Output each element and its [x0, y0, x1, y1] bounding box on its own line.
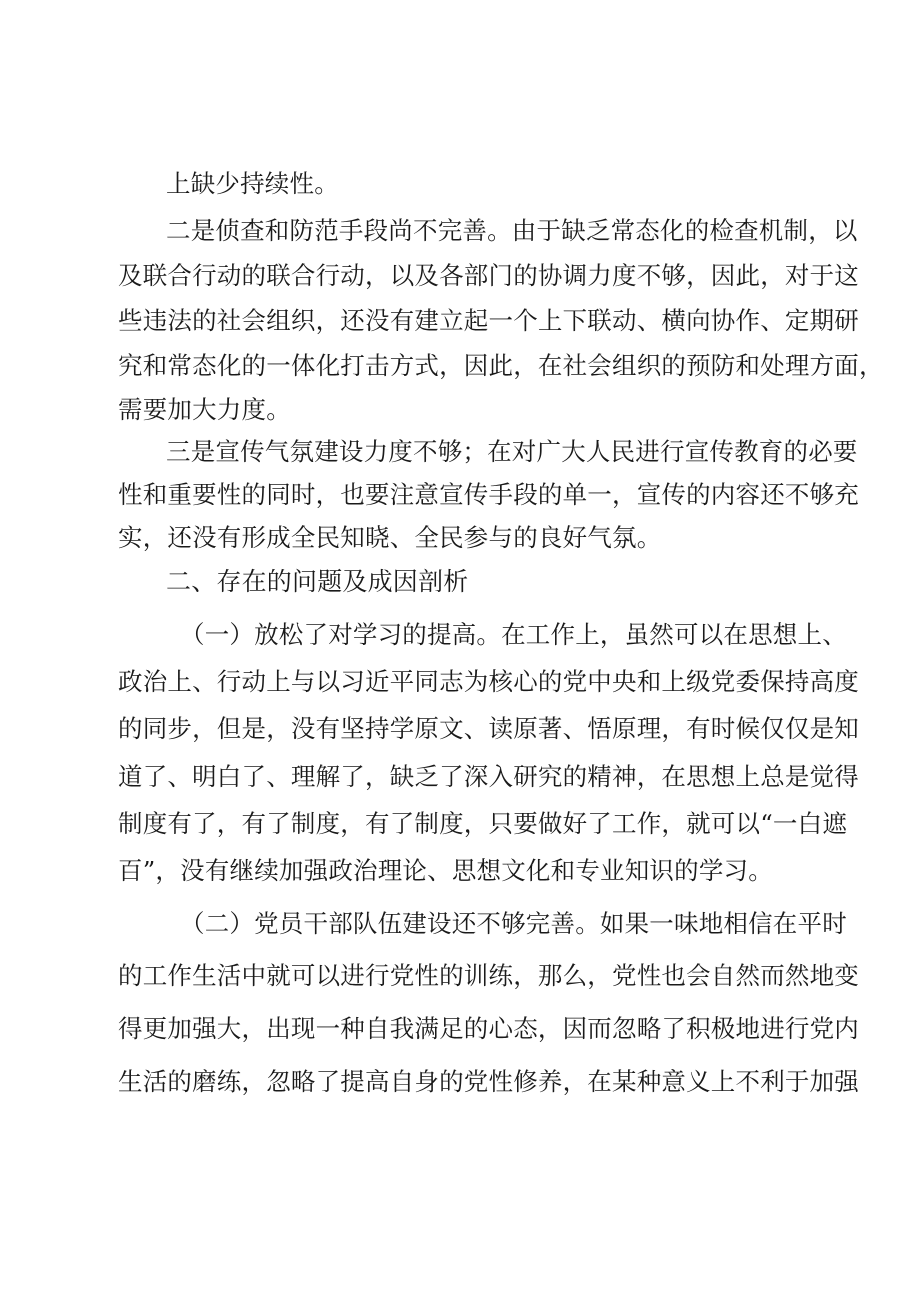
- text-line-18: 的工作生活中就可以进行党性的训练，那么，党性也会自然而然地变: [118, 961, 859, 990]
- text-line-5: 究和常态化的一体化打击方式，因此，在社会组织的预防和处理方面，: [118, 351, 884, 380]
- text-line-13: 的同步，但是，没有坚持学原文、读原著、悟原理，有时候仅仅是知: [118, 714, 859, 743]
- text-line-6: 需要加大力度。: [118, 395, 291, 424]
- text-line-12: 政治上、行动上与以习近平同志为核心的党中央和上级党委保持高度: [118, 667, 859, 696]
- section-heading: 二、存在的问题及成因剖析: [166, 567, 469, 596]
- text-line-8: 性和重要性的同时，也要注意宣传手段的单一，宣传的内容还不够充: [118, 480, 859, 509]
- text-line-3: 及联合行动的联合行动，以及各部门的协调力度不够，因此，对于这: [118, 261, 859, 290]
- text-line-9: 实，还没有形成全民知晓、全民参与的良好气氛。: [118, 523, 662, 552]
- text-line-2: 二是侦查和防范手段尚不完善。由于缺乏常态化的检查机制，以: [166, 216, 858, 245]
- text-line-7: 三是宣传气氛建设力度不够；在对广大人民进行宣传教育的必要: [166, 437, 858, 466]
- text-line-1: 上缺少持续性。: [166, 169, 339, 198]
- text-line-20: 生活的磨练，忽略了提高自身的党性修养，在某种意义上不利于加强: [118, 1067, 859, 1096]
- text-line-19: 得更加强大，出现一种自我满足的心态，因而忽略了积极地进行党内: [118, 1014, 859, 1043]
- text-line-15: 制度有了，有了制度，有了制度，只要做好了工作，就可以“一白遮: [118, 809, 848, 838]
- text-line-11: （一）放松了对学习的提高。在工作上，虽然可以在思想上、: [180, 620, 847, 649]
- text-line-16: 百”，没有继续加强政治理论、思想文化和专业知识的学习。: [118, 856, 773, 885]
- text-line-17: （二）党员干部队伍建设还不够完善。如果一味地相信在平时: [180, 909, 847, 938]
- text-line-4: 些违法的社会组织，还没有建立起一个上下联动、横向协作、定期研: [118, 306, 859, 335]
- text-line-14: 道了、明白了、理解了，缺乏了深入研究的精神，在思想上总是觉得: [118, 762, 859, 791]
